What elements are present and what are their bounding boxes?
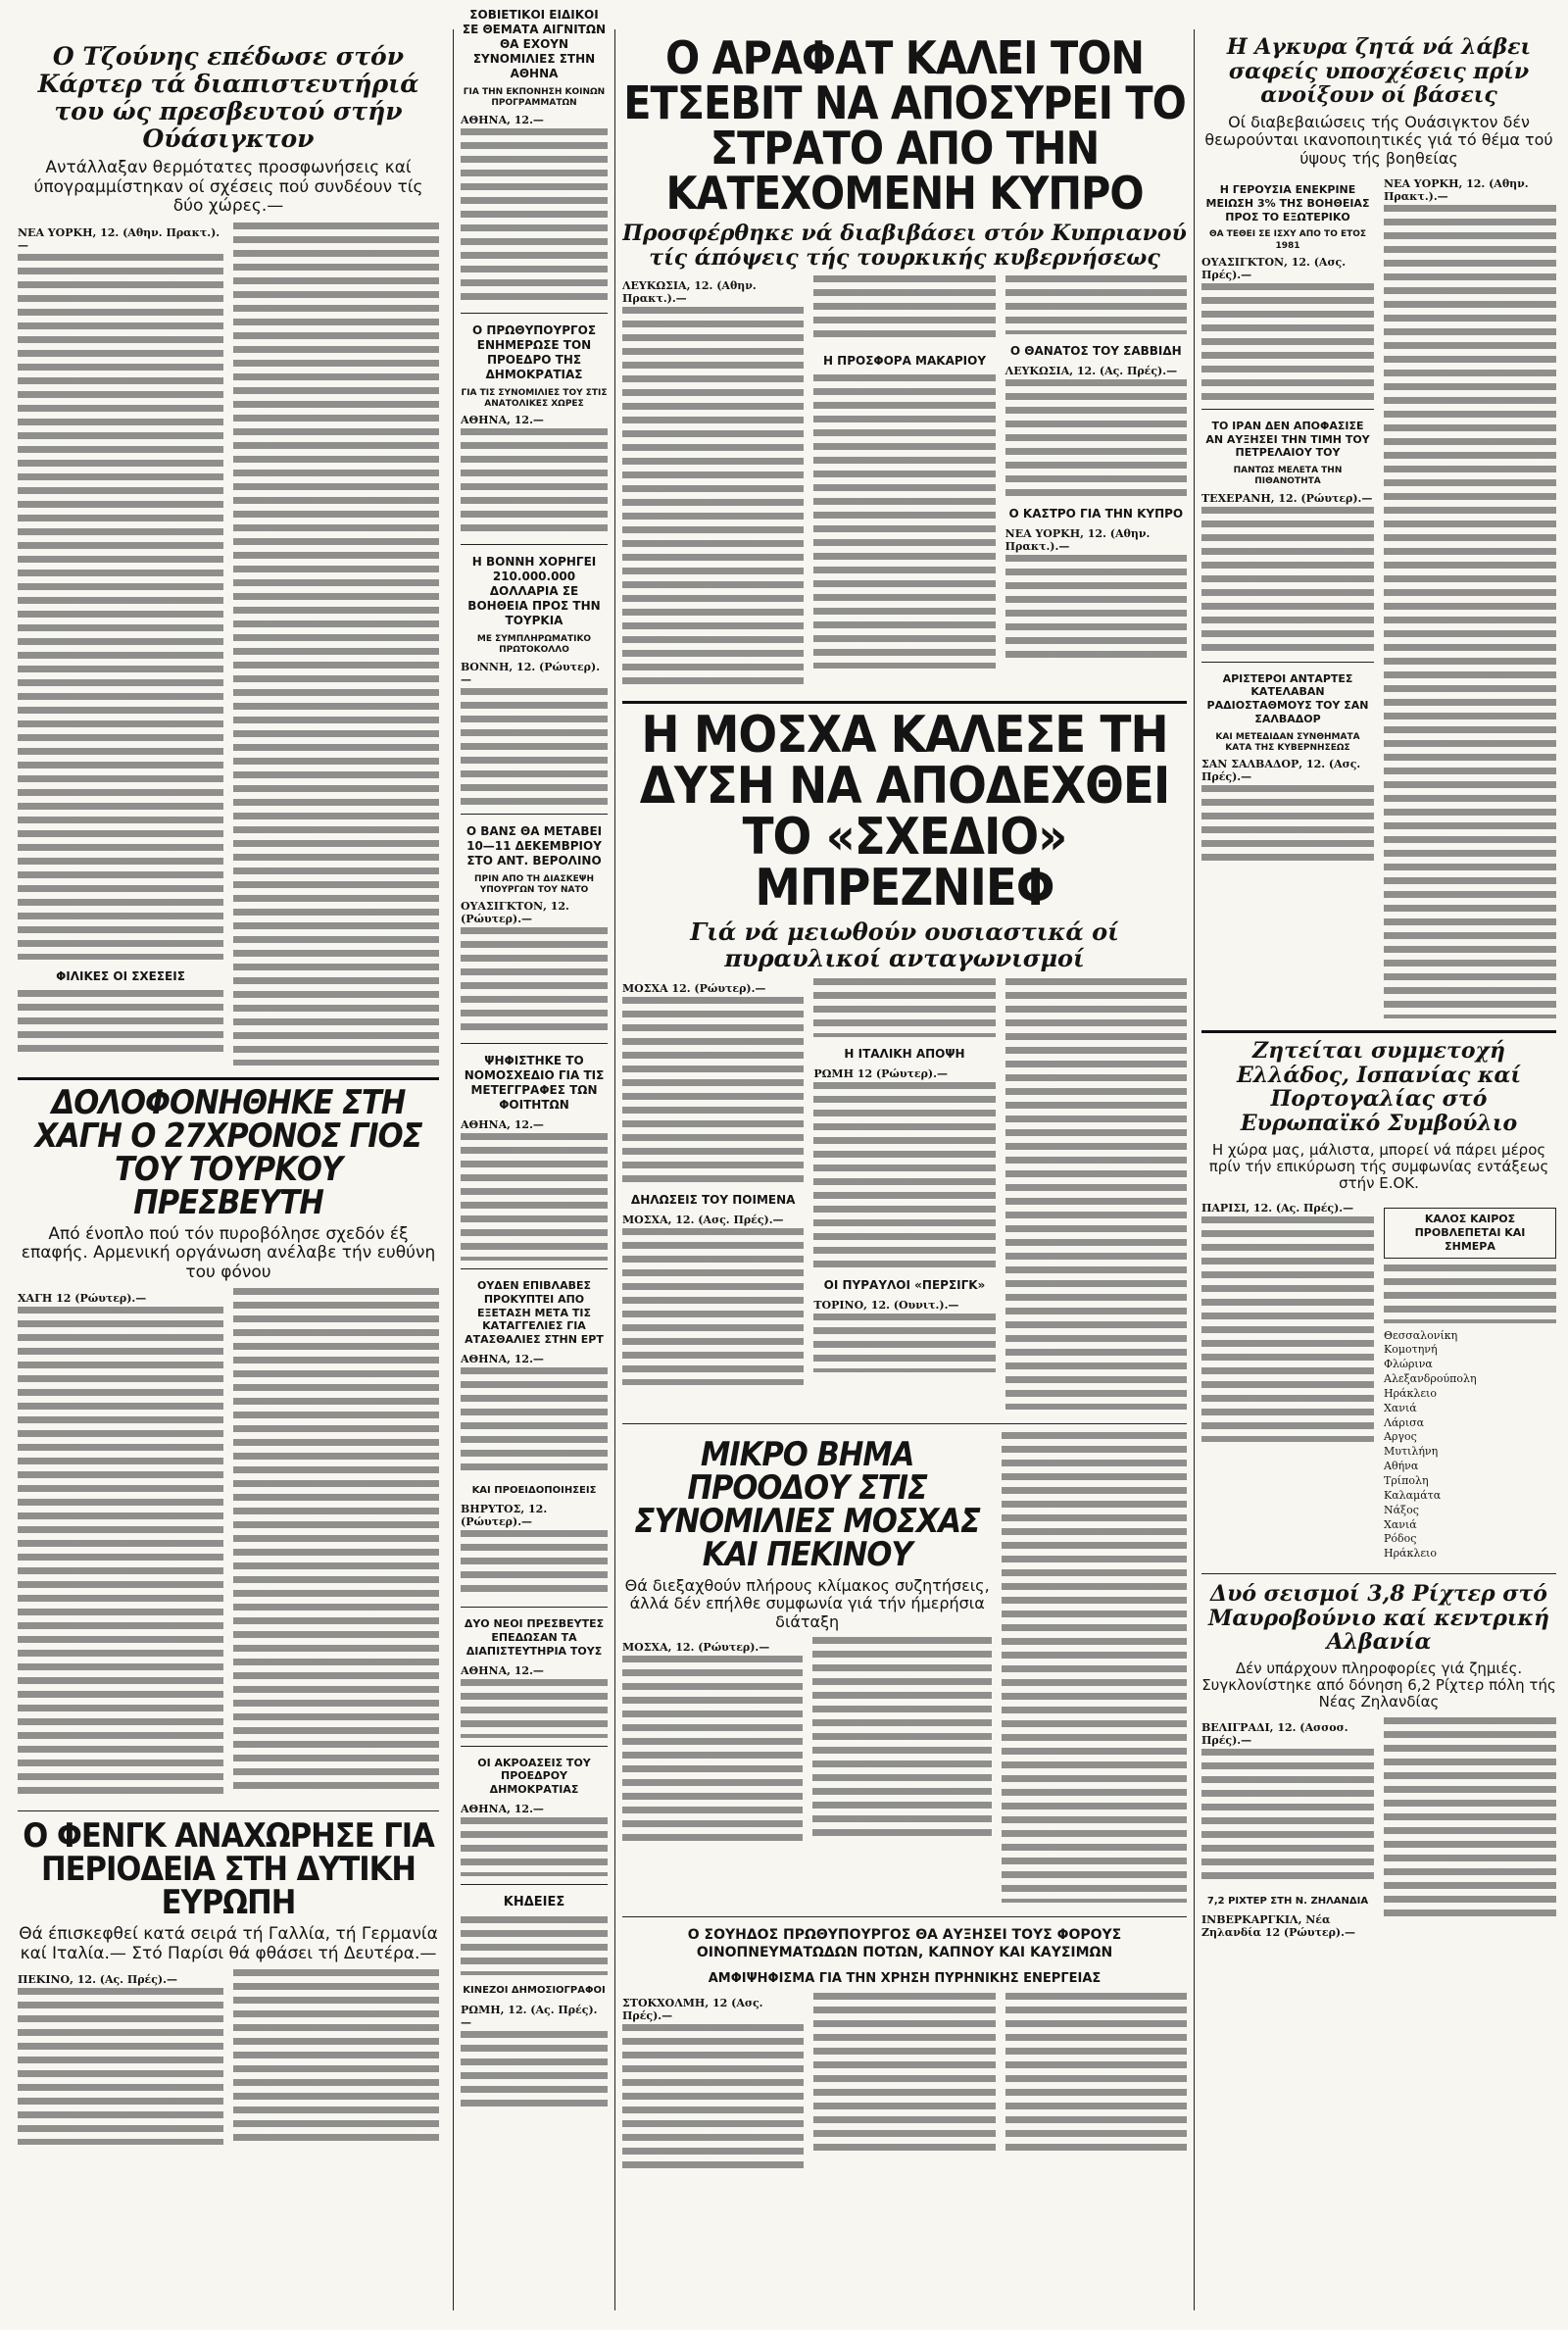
dateline: ΒΕΛΙΓΡΑΔΙ, 12. (Ασσοσ. Πρές).—	[1201, 1720, 1348, 1747]
dateline: ΜΟΣΧΑ, 12. (Ρώυτερ).—	[622, 1641, 770, 1655]
subhead: ΑΜΦΙΨΗΦΙΣΜΑ ΓΙΑ ΤΗΝ ΧΡΗΣΗ ΠΥΡΗΝΙΚΗΣ ΕΝΕΡΓΕΙΑΣ	[708, 1971, 1102, 1986]
article-body	[233, 223, 439, 1066]
article-body	[461, 128, 608, 305]
article-body	[1384, 1717, 1556, 1923]
dateline: ΛΕΥΚΩΣΙΑ, 12. (Ας. Πρές).—	[1004, 365, 1178, 378]
weather-city: Νάξος	[1384, 1503, 1419, 1516]
article-moscow-west	[622, 978, 1187, 1415]
deck-earthquakes: Δέν υπάρχουν πληροφορίες γιά ζημιές. Συγκλονίστηκε από δόνηση 6,2 Ρίχτερ πόλη τής Νέας Ζηλανδίας	[1201, 1659, 1556, 1711]
dateline: ΟΥΑΣΙΓΚΤΟΝ, 12. (Ρώυτερ).—	[461, 900, 569, 925]
subhead: ΟΙ ΠΥΡΑΥΛΟΙ «ΠΕΡΣΙΓΚ»	[823, 1278, 986, 1292]
column-rule	[1194, 29, 1195, 2310]
dateline: ΠΑΡΙΣΙ, 12. (Ας. Πρές).—	[1201, 1202, 1354, 1215]
headline-feng: Ο ΦΕΝΓΚ ΑΝΑΧΩΡΗΣΕ ΓΙΑ ΠΕΡΙΟΔΕΙΑ ΣΤΗ ΔΥΤΙΚΗ ΕΥΡΩΠΗ	[23, 1816, 434, 1923]
subhead: Ο ΘΑΝΑΤΟΣ ΤΟΥ ΣΑΒΒΙΔΗ	[1009, 344, 1182, 359]
divider	[461, 1607, 608, 1608]
headline-audiences: ΟΙ ΑΚΡΟΑΣΕΙΣ ΤΟΥ ΠΡΟΕΔΡΟΥ ΔΗΜΟΚΡΑΤΙΑΣ	[477, 1756, 591, 1796]
article-body	[1002, 1432, 1187, 1903]
column-center	[622, 0, 1187, 2330]
dateline: ΑΘΗΝΑ, 12.—	[461, 1352, 544, 1365]
weather-city: Χανιά	[1384, 1401, 1417, 1414]
headline-ankara: Η Αγκυρα ζητά νά λάβει σαφείς υποσχέσεις πρίν ανοίξουν οί βάσεις	[1226, 34, 1532, 109]
headline-senate: Η ΓΕΡΟΥΣΙΑ ΕΝΕΚΡΙΝΕ ΜΕΙΩΣΗ 3% ΤΗΣ ΒΟΗΘΕΙΑΣ ΠΡΟΣ ΤΟ ΕΞΩΤΕΡΙΚΟ	[1205, 183, 1370, 223]
article-body	[813, 275, 995, 344]
article-moscow-peking-cont	[1002, 1432, 1187, 1909]
deck-european-council: Η χώρα μας, μάλιστα, μπορεί νά πάρει μέρος πρίν τήν επικύρωση τής συμφωνίας εντάξεως στήν Ε.ΟΚ.	[1208, 1140, 1549, 1193]
subhead: ΚΑΙ ΜΕΤΕΔΙΔΑΝ ΣΥΝΘΗΜΑΤΑ ΚΑΤΑ ΤΗΣ ΚΥΒΕΡΝΗΣΕΩΣ	[1215, 731, 1360, 753]
weather-city: Καλαμάτα	[1384, 1488, 1442, 1502]
subhead: ΦΙΛΙΚΕΣ ΟΙ ΣΧΕΣΕΙΣ	[56, 968, 185, 983]
deck-feng: Θά έπισκεφθεί κατά σειρά τή Γαλλία, τή Γερμανία καί Ιταλία.— Στό Παρίσι θά φθάσει τή Δευτέρα.—	[19, 1924, 438, 1963]
dateline: ΡΩΜΗ 12 (Ρώυτερ).—	[813, 1067, 948, 1080]
deck-hague: Από ένοπλο πού τόν πυροβόλησε σχεδόν έξ επαφής. Αρμενική οργάνωση ανέλαβε τήν ευθύνη του φόνου	[21, 1223, 436, 1282]
dateline: ΑΘΗΝΑ, 12.—	[461, 1118, 544, 1131]
article-body	[622, 307, 804, 689]
weather-city: Φλώρινα	[1384, 1358, 1433, 1371]
article-hague	[18, 1288, 439, 1803]
dateline: ΒΟΝΝΗ, 12. (Ρώυτερ).—	[461, 660, 601, 686]
subhead: ΜΕ ΣΥΜΠΛΗΡΩΜΑΤΙΚΟ ΠΡΩΤΟΚΟΛΛΟ	[476, 634, 592, 656]
subhead: ΓΙΑ ΤΗΝ ΕΚΠΟΝΗΣΗ ΚΟΙΝΩΝ ΠΡΟΓΡΑΜΜΑΤΩΝ	[463, 87, 606, 109]
weather-city: Θεσσαλονίκη	[1384, 1328, 1458, 1342]
dateline: ΑΘΗΝΑ, 12.—	[461, 113, 544, 126]
weather-city: Λάρισα	[1384, 1415, 1425, 1429]
article-body	[1005, 555, 1187, 663]
article-moscow-peking-body	[622, 1637, 992, 1848]
headline-ambassadors: ΔΥΟ ΝΕΟΙ ΠΡΕΣΒΕΥΤΕΣ ΕΠΕΔΩΣΑΝ ΤΑ ΔΙΑΠΙΣΤΕΥΤΗΡΙΑ ΤΟΥΣ	[464, 1617, 605, 1658]
subhead: Η ΠΡΟΣΦΟΡΑ ΜΑΚΑΡΙΟΥ	[822, 354, 987, 369]
headline-european-council: Ζητείται συμμετοχή Ελλάδος, Ισπανίας καί Πορτογαλίας στό Ευρωπαϊκό Συμβούλιο	[1236, 1038, 1522, 1136]
dateline: ΤΕΧΕΡΑΝΗ, 12. (Ρώυτερ).—	[1201, 491, 1373, 505]
article-body	[813, 374, 995, 669]
headline-bonn-aid: Η ΒΟΝΝΗ ΧΟΡΗΓΕΙ 210.000.000 ΔΟΛΛΑΡΙΑ ΣΕ ΒΟΗΘΕΙΑ ΠΡΟΣ ΤΗΝ ΤΟΥΡΚΙΑ	[467, 555, 601, 627]
article-body	[18, 1307, 223, 1797]
dateline: ΠΕΚΙΝΟ, 12. (Ας. Πρές).—	[18, 1973, 177, 1987]
article-body	[812, 1637, 993, 1838]
article-body	[1005, 379, 1187, 497]
article-body	[1005, 978, 1187, 1410]
headline-moscow-peking: ΜΙΚΡΟ ΒΗΜΑ ΠΡΟΟΔΟΥ ΣΤΙΣ ΣΥΝΟΜΙΛΙΕΣ ΜΟΣΧΑΣ ΚΑΙ ΠΕΚΙΝΟΥ	[634, 1435, 980, 1574]
article-body	[1201, 507, 1374, 654]
article-body	[461, 1679, 608, 1738]
weather-city: Τρίπολη	[1384, 1473, 1429, 1487]
weather-box: ΚΑΛΟΣ ΚΑΙΡΟΣ ΠΡΟΒΛΕΠΕΤΑΙ ΚΑΙ ΣΗΜΕΡΑ	[1384, 1208, 1556, 1258]
subhead: ΔΗΛΩΣΕΙΣ ΤΟΥ ΠΟΙΜΕΝΑ	[630, 1193, 796, 1207]
article-body	[461, 428, 608, 536]
subhead: ΚΙΝΕΖΟΙ ΔΗΜΟΣΙΟΓΡΑΦΟΙ	[463, 1985, 606, 1996]
article-body	[18, 254, 223, 960]
divider	[461, 1884, 608, 1885]
weather-city: Αθήνα	[1384, 1460, 1419, 1473]
deck-ankara: Οί διαβεβαιώσεις τής Ουάσιγκτον δέν θεωρούνται ικανοποιητικές γιά τό θέμα τού ύψους τής βοηθείας	[1204, 112, 1553, 168]
subhead: 7,2 ΡΙΧΤΕΡ ΣΤΗ Ν. ΖΗΛΑΝΔΙΑ	[1206, 1895, 1369, 1907]
article-body	[622, 1228, 804, 1385]
divider	[1201, 1573, 1556, 1574]
headline-pm-briefed: Ο ΠΡΩΘΥΠΟΥΡΓΟΣ ΕΝΗΜΕΡΩΣΕ ΤΟΝ ΠΡΟΕΔΡΟ ΤΗΣ ΔΗΜΟΚΡΑΤΙΑΣ	[471, 322, 597, 381]
divider	[622, 1423, 1187, 1424]
weather-city: Μυτιλήνη	[1384, 1445, 1439, 1459]
article-body	[622, 1656, 803, 1842]
article-body	[1384, 1264, 1556, 1323]
headline-transfers: ΨΗΦΙΣΤΗΚΕ ΤΟ ΝΟΜΟΣΧΕΔΙΟ ΓΙΑ ΤΙΣ ΜΕΤΕΓΓΡΑΦΕΣ ΤΩΝ ΦΟΙΤΗΤΩΝ	[464, 1054, 605, 1112]
article-body	[461, 927, 608, 1035]
subhead: ΚΑΙ ΠΡΟΕΙΔΟΠΟΙΗΣΕΙΣ	[471, 1484, 597, 1496]
dateline: ΡΩΜΗ, 12. (Ας. Πρές).—	[461, 2003, 598, 2029]
weather-city: Ηράκλειο	[1384, 1386, 1437, 1400]
article-feng	[18, 1969, 439, 2151]
dateline: ΛΕΥΚΩΣΙΑ, 12. (Αθην. Πρακτ.).—	[622, 279, 757, 306]
article-body	[1005, 1993, 1187, 2155]
weather-city: Αλεξανδρούπολη	[1384, 1372, 1477, 1386]
headline-moscow-west: Η ΜΟΣΧΑ ΚΑΛΕΣΕ ΤΗ ΔΥΣΗ ΝΑ ΑΠΟΔΕΧΘΕΙ ΤΟ «ΣΧΕΔΙΟ» ΜΠΡΕΖΝΙΕΦ	[639, 706, 1170, 918]
article-body	[461, 1367, 608, 1475]
headline-vance: Ο ΒΑΝΣ ΘΑ ΜΕΤΑΒΕΙ 10—11 ΔΕΚΕΜΒΡΙΟΥ ΣΤΟ ΑΝΤ. ΒΕΡΟΛΙΝΟ	[466, 823, 603, 868]
article-body	[1201, 283, 1374, 401]
article-body	[461, 2031, 608, 2109]
divider	[461, 1043, 608, 1044]
article-tzounis	[18, 223, 439, 1071]
dateline: ΙΝΒΕΡΚΑΡΓΚΙΛ, Νέα Ζηλανδία 12 (Ρώυτερ).—	[1201, 1913, 1355, 1940]
divider	[1201, 662, 1374, 663]
article-body	[813, 1314, 995, 1372]
divider	[461, 1268, 608, 1269]
article-earthquakes	[1201, 1717, 1556, 1942]
article-body	[18, 1988, 223, 2145]
dateline: ΣΤΟΚΧΟΛΜΗ, 12 (Ασς. Πρές).—	[622, 1997, 763, 2023]
dateline: ΑΘΗΝΑ, 12.—	[461, 414, 544, 426]
weather-city-list	[1384, 1329, 1556, 1562]
divider	[622, 701, 1187, 704]
column-right	[1201, 0, 1556, 2330]
article-body	[233, 1288, 439, 1793]
article-body	[233, 1969, 439, 2141]
headline-soviet-experts: ΣΟΒΙΕΤΙΚΟΙ ΕΙΔΙΚΟΙ ΣΕ ΘΕΜΑΤΑ ΑΙΓΝΙΤΩΝ ΘΑ ΕΧΟΥΝ ΣΥΝΟΜΙΛΙΕΣ ΣΤΗΝ ΑΘΗΝΑ	[462, 8, 607, 80]
lower-center	[622, 1432, 1187, 1909]
column-rule	[453, 29, 454, 2310]
headline-arafat: Ο ΑΡΑΦΑΤ ΚΑΛΕΙ ΤΟΝ ΕΤΣΕΒΙΤ ΝΑ ΑΠΟΣΥΡΕΙ ΤΟ ΣΤΡΑΤΟ ΑΠΟ ΤΗΝ ΚΑΤΕΧΟΜΕΝΗ ΚΥΠΡΟ	[623, 31, 1186, 220]
article-arafat	[622, 275, 1187, 695]
weather-city: Αργος	[1384, 1430, 1417, 1444]
article-body	[1201, 1749, 1374, 1886]
headline-swedish-pm: Ο ΣΟΥΗΔΟΣ ΠΡΩΘΥΠΟΥΡΓΟΣ ΘΑ ΑΥΞΗΣΕΙ ΤΟΥΣ ΦΟΡΟΥΣ ΟΙΝΟΠΝΕΥΜΑΤΩΔΩΝ ΠΟΤΩΝ, ΚΑΠΝΟΥ ΚΑΙ ΚΑΥΣΙΜΩΝ	[687, 1927, 1122, 1960]
article-european-council	[1201, 1198, 1556, 1565]
headline-salvador: ΑΡΙΣΤΕΡΟΙ ΑΝΤΑΡΤΕΣ ΚΑΤΕΛΑΒΑΝ ΡΑΔΙΟΣΤΑΘΜΟΥΣ ΤΟΥ ΣΑΝ ΣΑΛΒΑΔΟΡ	[1206, 671, 1369, 725]
article-body	[461, 1133, 608, 1261]
subhead: ΠΡΙΝ ΑΠΟ ΤΗ ΔΙΑΣΚΕΨΗ ΥΠΟΥΡΓΩΝ ΤΟΥ ΝΑΤΟ	[474, 873, 594, 895]
weather-city: Κομοτηνή	[1384, 1343, 1438, 1357]
article-ankara	[1201, 174, 1556, 1024]
subhead: ΓΙΑ ΤΙΣ ΣΥΝΟΜΙΛΙΕΣ ΤΟΥ ΣΤΙΣ ΑΝΑΤΟΛΙΚΕΣ ΧΩΡΕΣ	[461, 387, 608, 409]
column-rule	[614, 29, 615, 2310]
column-briefs	[461, 0, 608, 2330]
divider	[1201, 409, 1374, 410]
article-body	[18, 990, 223, 1059]
deck-moscow-west: Γιά νά μειωθούν ουσιαστικά οί πυραυλικοί ανταγωνισμοί	[690, 917, 1119, 973]
dateline: ΤΟΡΙΝΟ, 12. (Ουνιτ.).—	[813, 1299, 959, 1312]
subhead: ΘΑ ΤΕΘΕΙ ΣΕ ΙΣΧΥ ΑΠΟ ΤΟ ΕΤΟΣ 1981	[1208, 229, 1367, 251]
divider	[461, 1746, 608, 1747]
article-body	[1384, 205, 1556, 1018]
article-moscow-peking	[622, 1432, 992, 1909]
dateline: ΣΑΝ ΣΑΛΒΑΔΟΡ, 12. (Ασς. Πρές).—	[1201, 758, 1361, 784]
divider	[461, 544, 608, 545]
dateline: ΑΘΗΝΑ, 12.—	[461, 1663, 544, 1677]
divider	[18, 1077, 439, 1080]
article-body	[461, 1817, 608, 1876]
dateline: ΟΥΑΣΙΓΚΤΟΝ, 12. (Ασς. Πρές).—	[1201, 255, 1347, 281]
article-body	[813, 1082, 995, 1268]
subhead: Ο ΚΑΣΤΡΟ ΓΙΑ ΤΗΝ ΚΥΠΡΟ	[1008, 507, 1184, 521]
headline-hague: ΔΟΛΟΦΟΝΗΘΗΚΕ ΣΤΗ ΧΑΓΗ Ο 27ΧΡΟΝΟΣ ΓΙΟΣ ΤΟΥ ΤΟΥΡΚΟΥ ΠΡΕΣΒΕΥΤΗ	[34, 1082, 422, 1222]
article-body	[1201, 1216, 1374, 1442]
weather-city: Χανιά	[1384, 1517, 1417, 1531]
deck-tzounis: Αντάλλαξαν θερμότατες προσφωνήσεις καί ύπογραμμίστηκαν οί σχέσεις πού συνδέουν τίς δύο χώρες.—	[33, 158, 423, 217]
dateline: ΑΘΗΝΑ, 12.—	[461, 1802, 544, 1815]
subhead: Η ΙΤΑΛΙΚΗ ΑΠΟΨΗ	[844, 1047, 965, 1061]
divider	[461, 814, 608, 815]
headline-funerals: ΚΗΔΕΙΕΣ	[503, 1894, 565, 1909]
article-body	[461, 1530, 608, 1599]
article-body	[461, 1916, 608, 1975]
column-left	[18, 0, 439, 2330]
dateline: ΜΟΣΧΑ, 12. (Ασς. Πρές).—	[622, 1214, 784, 1226]
divider	[18, 1810, 439, 1811]
dateline: ΜΟΣΧΑ 12. (Ρώυτερ).—	[622, 982, 766, 995]
headline-iran: ΤΟ ΙΡΑΝ ΔΕΝ ΑΠΟΦΑΣΙΣΕ ΑΝ ΑΥΞΗΣΕΙ ΤΗΝ ΤΙΜΗ ΤΟΥ ΠΕΤΡΕΛΑΙΟΥ ΤΟΥ	[1205, 419, 1370, 460]
divider	[1201, 1030, 1556, 1033]
headline-tzounis: Ο Τζούνης επέδωσε στόν Κάρτερ τά διαπιστευτήριά του ώς πρεσβευτού στήν Ούάσιγκτον	[37, 42, 419, 153]
article-body	[813, 978, 995, 1037]
headline-earthquakes: Δυό σεισμοί 3,8 Ρίχτερ στό Μαυροβούνιο καί κεντρική Αλβανία	[1207, 1581, 1550, 1656]
article-body	[1201, 785, 1374, 864]
article-body	[1005, 275, 1187, 334]
divider	[622, 1916, 1187, 1917]
deck-arafat: Προσφέρθηκε νά διαβιβάσει στόν Κυπριανού τίς άπόψεις τής τουρκικής κυβερνήσεως	[622, 221, 1187, 271]
article-swedish	[622, 1993, 1187, 2177]
dateline: ΒΗΡΥΤΟΣ, 12. (Ρώυτερ).—	[461, 1503, 548, 1529]
dateline: ΧΑΓΗ 12 (Ρώυτερ).—	[18, 1292, 147, 1306]
weather-city: Ηράκλειο	[1384, 1547, 1437, 1561]
subhead: ΠΑΝΤΩΣ ΜΕΛΕΤΑ ΤΗΝ ΠΙΘΑΝΟΤΗΤΑ	[1233, 466, 1343, 487]
article-body	[622, 2024, 804, 2171]
article-body	[622, 997, 804, 1183]
article-body	[813, 1993, 995, 2155]
headline-ert: ΟΥΔΕΝ ΕΠΙΒΛΑΒΕΣ ΠΡΟΚΥΠΤΕΙ ΑΠΟ ΕΞΕΤΑΣΗ ΜΕΤΑ ΤΙΣ ΚΑΤΑΓΓΕΛΙΕΣ ΓΙΑ ΑΤΑΣΘΑΛΙΕΣ ΣΤΗΝ ΕΡΤ	[465, 1279, 604, 1346]
dateline: ΝΕΑ ΥΟΡΚΗ, 12. (Αθην. Πρακτ.).—	[1004, 527, 1151, 554]
article-body	[461, 688, 608, 806]
dateline: ΝΕΑ ΥΟΡΚΗ, 12. (Αθην. Πρακτ.).—	[1384, 177, 1529, 204]
dateline: ΝΕΑ ΥΟΡΚΗ, 12. (Αθην. Πρακτ.).—	[18, 225, 220, 252]
divider	[461, 313, 608, 314]
weather-city: Ρόδος	[1384, 1532, 1417, 1546]
deck-moscow-peking: Θά διεξαχθούν πλήρους κλίμακος συζητήσεις, άλλά δέν επήλθε συμφωνία γιά τήν ήμερήσια διάταξη	[624, 1576, 990, 1631]
